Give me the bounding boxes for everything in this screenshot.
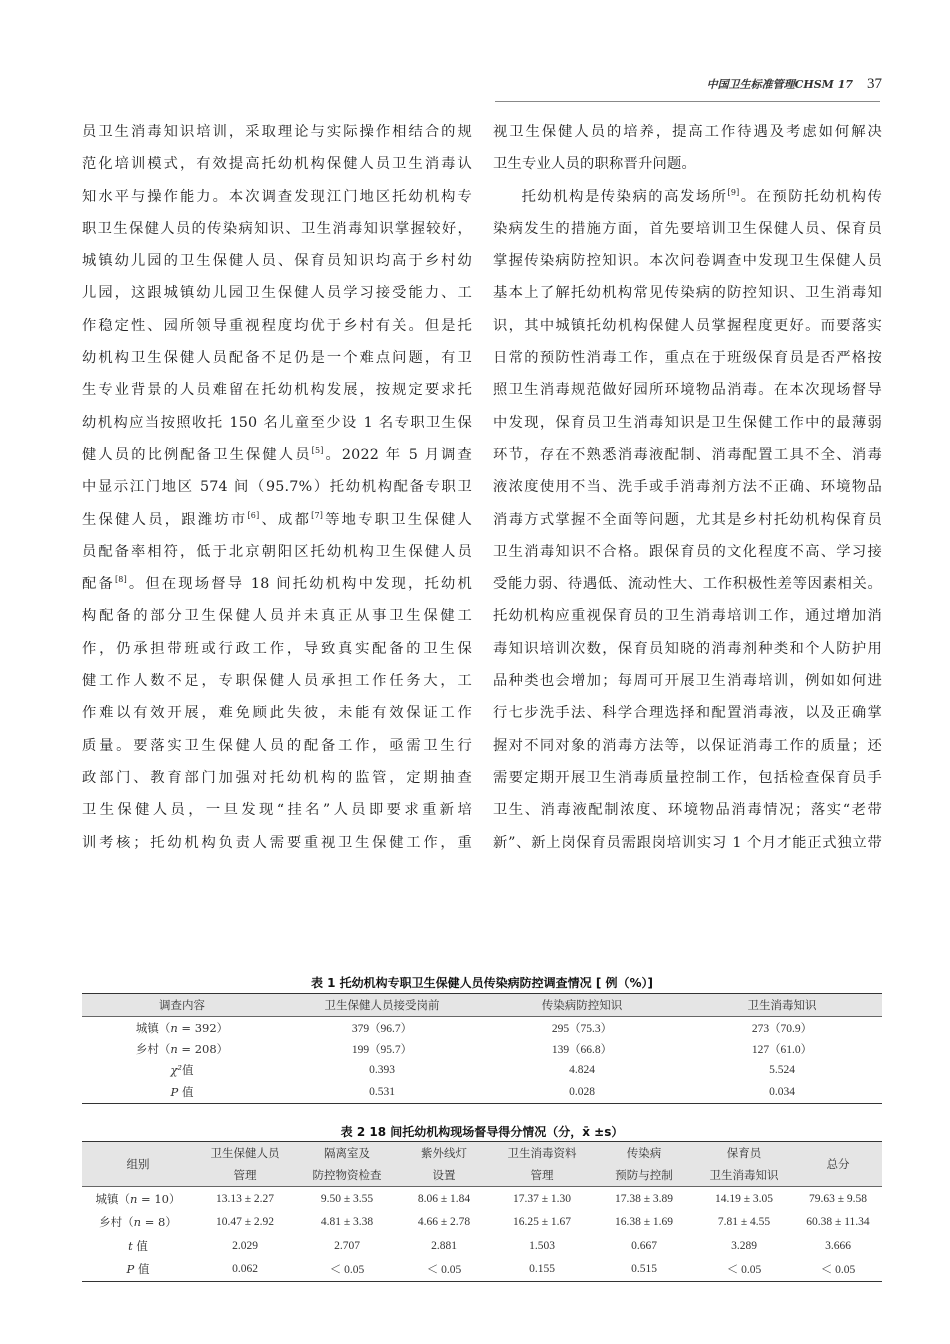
label-var: n (129, 1191, 138, 1206)
table-cell: 3.289 (731, 1239, 757, 1252)
text-span: 。在预防托幼机构传 (739, 188, 882, 205)
table-cell: 4.81 ± 3.38 (320, 1216, 374, 1229)
table-cell: 0.155 (529, 1263, 555, 1276)
row-label (82, 1081, 282, 1103)
text-span: 托幼机构是传染病的高发场所 (521, 188, 728, 205)
table-row (82, 1187, 882, 1211)
table-cell: ＜ 0.05 (726, 1264, 762, 1277)
label-var: χ² (170, 1063, 183, 1078)
table-cell: 295（75.3） (551, 1022, 613, 1035)
row-label (82, 1017, 282, 1039)
label-text: 值 (132, 1238, 148, 1253)
table-cell: 0.393 (369, 1064, 395, 1077)
citation-ref[interactable]: [7] (311, 510, 324, 520)
table-cell: 8.06 ± 1.84 (417, 1192, 471, 1205)
text-line: 城镇幼儿园的卫生保健人员、保育员知识均高于乡村幼 (82, 253, 472, 270)
table-cell: 16.25 ± 1.67 (512, 1216, 572, 1229)
header-rule (495, 101, 880, 102)
text-line: 卫生消毒知识不合格。跟保育员的文化程度不高、学习接 (493, 543, 882, 560)
table-cell: 0.531 (369, 1085, 395, 1098)
column-header: 防控物资检查 (296, 1164, 398, 1187)
text-span: 。但在现场督导 18 间托幼机构中发现，托幼机 (126, 576, 472, 593)
text-line: 掌握传染病防控知识。本次问卷调查中发现卫生保健人员 (493, 253, 882, 270)
column-header: 卫生消毒知识 (694, 1164, 794, 1187)
text-line: 托幼机构应重视保育员的卫生消毒培训工作，通过增加消 (493, 608, 882, 625)
text-line: 作稳定性、园所领导重视程度均优于乡村有关。但是托 (82, 317, 472, 334)
text-line: 作，仍承担带班或行政工作，导致真实配备的卫生保 (82, 640, 472, 657)
text-line: 质量。要落实卫生保健人员的配备工作，亟需卫生行 (82, 737, 472, 754)
column-header: 管理 (490, 1164, 594, 1187)
text-line: 识，其中城镇托幼机构保健人员掌握程度更好。而要落实 (493, 317, 882, 334)
table-cell: 0.062 (232, 1263, 258, 1276)
table-cell: 9.50 ± 3.55 (320, 1192, 374, 1205)
text-line: 范化培训模式，有效提高托幼机构保健人员卫生消毒认 (82, 156, 472, 173)
table-row (82, 1081, 882, 1103)
text-line: 基本上了解托幼机构常见传染病的防控知识、卫生消毒知 (493, 285, 882, 302)
table-row (82, 1258, 882, 1282)
label-text: 值 (182, 1063, 194, 1078)
row-label (82, 1038, 282, 1059)
column-header: 传染病防控知识 (482, 994, 682, 1017)
column-header: 调查内容 (82, 994, 282, 1017)
text-line: 构配备的部分卫生保健人员并未真正从事卫生保健工 (82, 608, 472, 625)
table-row (82, 1038, 882, 1059)
text-line (493, 181, 882, 213)
table-cell: 2.707 (334, 1239, 360, 1252)
table-cell: 4.824 (569, 1064, 595, 1077)
row-label (82, 1187, 194, 1211)
row-label (82, 1211, 194, 1235)
table-row (82, 1017, 882, 1039)
label-text: = 208） (177, 1042, 229, 1057)
column-header: 管理 (194, 1164, 296, 1187)
table1 (82, 993, 882, 1104)
text-line: 职卫生保健人员的传染病知识、卫生消毒知识掌握较好， (82, 220, 472, 237)
text-line: 作难以有效开展，难免顾此失彼，未能有效保证工作 (82, 705, 472, 722)
table-cell: 79.63 ± 9.58 (808, 1192, 868, 1205)
text-line: 行七步洗手法、科学合理选择和配置消毒液，以及正确掌 (493, 705, 882, 722)
row-label (82, 1234, 194, 1258)
page-number: 37 (867, 76, 882, 92)
table-cell: 4.66 ± 2.78 (417, 1216, 471, 1229)
text-line: 儿园，这跟城镇幼儿园卫生保健人员学习接受能力、工 (82, 285, 472, 302)
citation-ref[interactable]: [6] (247, 510, 260, 520)
table-cell: 0.667 (631, 1239, 657, 1252)
text-line: 日常的预防性消毒工作，重点在于班级保育员是否严格按 (493, 350, 882, 367)
label-var: n (170, 1020, 178, 1035)
label-var: n (133, 1215, 142, 1230)
column-header: 隔离室及 (296, 1142, 398, 1165)
text-line: 幼机构卫生保健人员配备不足仍是一个难点问题，有卫 (82, 350, 472, 367)
table-cell: 17.38 ± 3.89 (614, 1192, 674, 1205)
text-line: 品种类也会增加；每周可开展卫生消毒培训，例如如何进 (493, 673, 882, 690)
citation-ref[interactable]: [5] (311, 445, 324, 455)
journal-name: 中国卫生标准管理CHSM 17 (706, 78, 853, 91)
table-cell: 127（61.0） (751, 1044, 813, 1057)
table-cell: 139（66.8） (551, 1044, 613, 1057)
citation-ref[interactable]: [8] (114, 575, 127, 585)
text-span: 、成都 (259, 511, 312, 528)
right-column (493, 116, 882, 859)
text-line: 生专业背景的人员难留在托幼机构发展，按规定要求托 (82, 382, 472, 399)
label-text: 值 (178, 1084, 194, 1099)
table-cell: 60.38 ± 11.34 (806, 1216, 870, 1229)
label-var: P (126, 1262, 135, 1277)
column-header: 卫生消毒知识 (682, 994, 882, 1017)
table2-caption: 表 2 18 间托幼机构现场督导得分情况（分，x̄ ±s） (340, 1125, 624, 1139)
label-text: = 8） (141, 1215, 177, 1230)
text-line: 受能力弱、待遇低、流动性大、工作积极性差等因素相关。 (493, 576, 882, 593)
table-row (82, 1234, 882, 1258)
left-column (82, 116, 472, 859)
text-line: 员配备率相符，低于北京朝阳区托幼机构卫生保健人员 (82, 543, 472, 560)
text-line: 视卫生保健人员的培养，提高工作待遇及考虑如何解决 (493, 124, 882, 140)
table-cell: 17.37 ± 1.30 (512, 1192, 572, 1205)
text-line: 照卫生消毒规范做好园所环境物品消毒。在本次现场督导 (493, 382, 882, 399)
column-header: 卫生保健人员接受岗前 (282, 994, 482, 1017)
text-line (82, 504, 472, 536)
table-cell: 199（95.7） (351, 1044, 413, 1057)
table-cell: 7.81 ± 4.55 (717, 1216, 771, 1229)
table-cell: 273（70.9） (751, 1022, 813, 1035)
table-cell: 14.19 ± 3.05 (714, 1192, 774, 1205)
running-header (707, 76, 882, 102)
text-line: 染病发生的措施方面，首先要培训卫生保健人员、保育员 (493, 220, 882, 237)
text-line: 中发现，保育员卫生消毒知识是卫生保健工作中的最薄弱 (493, 414, 882, 431)
label-var: n (170, 1042, 178, 1057)
table-cell: 2.881 (431, 1239, 457, 1252)
label-var: t (128, 1238, 133, 1253)
text-span: 健人员的比例配备卫生保健人员 (82, 446, 312, 463)
row-label (82, 1060, 282, 1081)
text-line (82, 439, 472, 471)
text-line: 新”、新上岗保育员需跟岗培训实习 1 个月才能正式独立带 (493, 834, 882, 851)
column-header: 总分 (794, 1142, 882, 1187)
text-line: 知水平与操作能力。本次调查发现江门地区托幼机构专 (82, 188, 472, 205)
table-header-row (82, 1164, 882, 1187)
label-text: = 392） (177, 1020, 229, 1035)
label-text: = 10） (137, 1191, 181, 1206)
table-cell: 3.666 (825, 1239, 851, 1252)
table-cell: 1.503 (529, 1239, 555, 1252)
table-cell: 0.515 (631, 1263, 657, 1276)
table-cell: ＜ 0.05 (820, 1264, 856, 1277)
table-cell: 379（96.7） (351, 1022, 413, 1035)
column-header: 组别 (82, 1142, 194, 1187)
column-header: 紫外线灯 (398, 1142, 490, 1165)
text-line: 卫生保健人员，一旦发现“挂名”人员即要求重新培 (82, 802, 472, 819)
label-var: P (170, 1084, 179, 1099)
table-row (82, 1060, 882, 1081)
text-line: 健工作人数不足，专职保健人员承担工作任务大，工 (82, 673, 472, 690)
text-line: 政部门、教育部门加强对托幼机构的监管，定期抽查 (82, 769, 472, 786)
column-header: 卫生消毒资料 (490, 1142, 594, 1165)
label-text: 值 (134, 1262, 150, 1277)
text-line: 握对不同对象的消毒方法等，以保证消毒工作的质量；还 (493, 737, 882, 754)
text-line: 消毒方式掌握不全面等问题，尤其是乡村托幼机构保育员 (493, 511, 882, 528)
citation-ref[interactable]: [9] (727, 187, 740, 197)
text-line: 幼机构应当按照收托 150 名儿童至少设 1 名专职卫生保 (82, 414, 472, 431)
column-header: 设置 (398, 1164, 490, 1187)
text-line: 液浓度使用不当、洗手或手消毒剂方法不正确、环境物品 (493, 479, 882, 496)
table-header-row (82, 994, 882, 1017)
label-text: 城镇（ (95, 1191, 130, 1206)
table1-caption: 表 1 托幼机构专职卫生保健人员传染病防控调查情况 [ 例（%）] (310, 976, 654, 990)
label-text: 城镇（ (135, 1020, 171, 1035)
table-cell: ＜ 0.05 (329, 1264, 365, 1277)
table-cell: 0.034 (769, 1085, 795, 1098)
table-header-row (82, 1142, 882, 1165)
table-cell: ＜ 0.05 (426, 1264, 462, 1277)
label-text: 乡村（ (135, 1042, 171, 1057)
text-line: 毒知识培训次数，保育员知晓的消毒剂种类和个人防护用 (493, 640, 882, 657)
table-cell: 10.47 ± 2.92 (215, 1216, 275, 1229)
row-label (82, 1258, 194, 1282)
text-line: 中显示江门地区 574 间（95.7%）托幼机构配备专职卫 (82, 479, 472, 496)
text-line: 卫生专业人员的职称晋升问题。 (493, 156, 696, 173)
text-line: 训考核；托幼机构负责人需要重视卫生保健工作，重 (82, 834, 472, 851)
table-cell: 16.38 ± 1.69 (614, 1216, 674, 1229)
table-row (82, 1211, 882, 1235)
table-cell: 0.028 (569, 1085, 595, 1098)
column-header: 预防与控制 (594, 1164, 694, 1187)
text-line (82, 568, 472, 600)
text-line: 环节，存在不熟悉消毒液配制、消毒配置工具不全、消毒 (493, 446, 882, 463)
table-cell: 5.524 (769, 1064, 795, 1077)
table2 (82, 1141, 882, 1282)
text-span: 。2022 年 5 月调查 (323, 446, 472, 463)
text-line: 员卫生消毒知识培训，采取理论与实际操作相结合的规 (82, 124, 472, 140)
text-span: 配备 (82, 576, 115, 593)
table-cell: 2.029 (232, 1239, 258, 1252)
column-header: 保育员 (694, 1142, 794, 1165)
text-span: 生保健人员，跟潍坊市 (82, 511, 248, 528)
column-header: 卫生保健人员 (194, 1142, 296, 1165)
text-line: 需要定期开展卫生消毒质量控制工作，包括检查保育员手 (493, 769, 882, 786)
column-header: 传染病 (594, 1142, 694, 1165)
text-span: 等地专职卫生保健人 (323, 511, 472, 528)
text-line: 卫生、消毒液配制浓度、环境物品消毒情况；落实“老带 (493, 802, 882, 819)
table-cell: 13.13 ± 2.27 (215, 1192, 275, 1205)
label-text: 乡村（ (99, 1215, 134, 1230)
